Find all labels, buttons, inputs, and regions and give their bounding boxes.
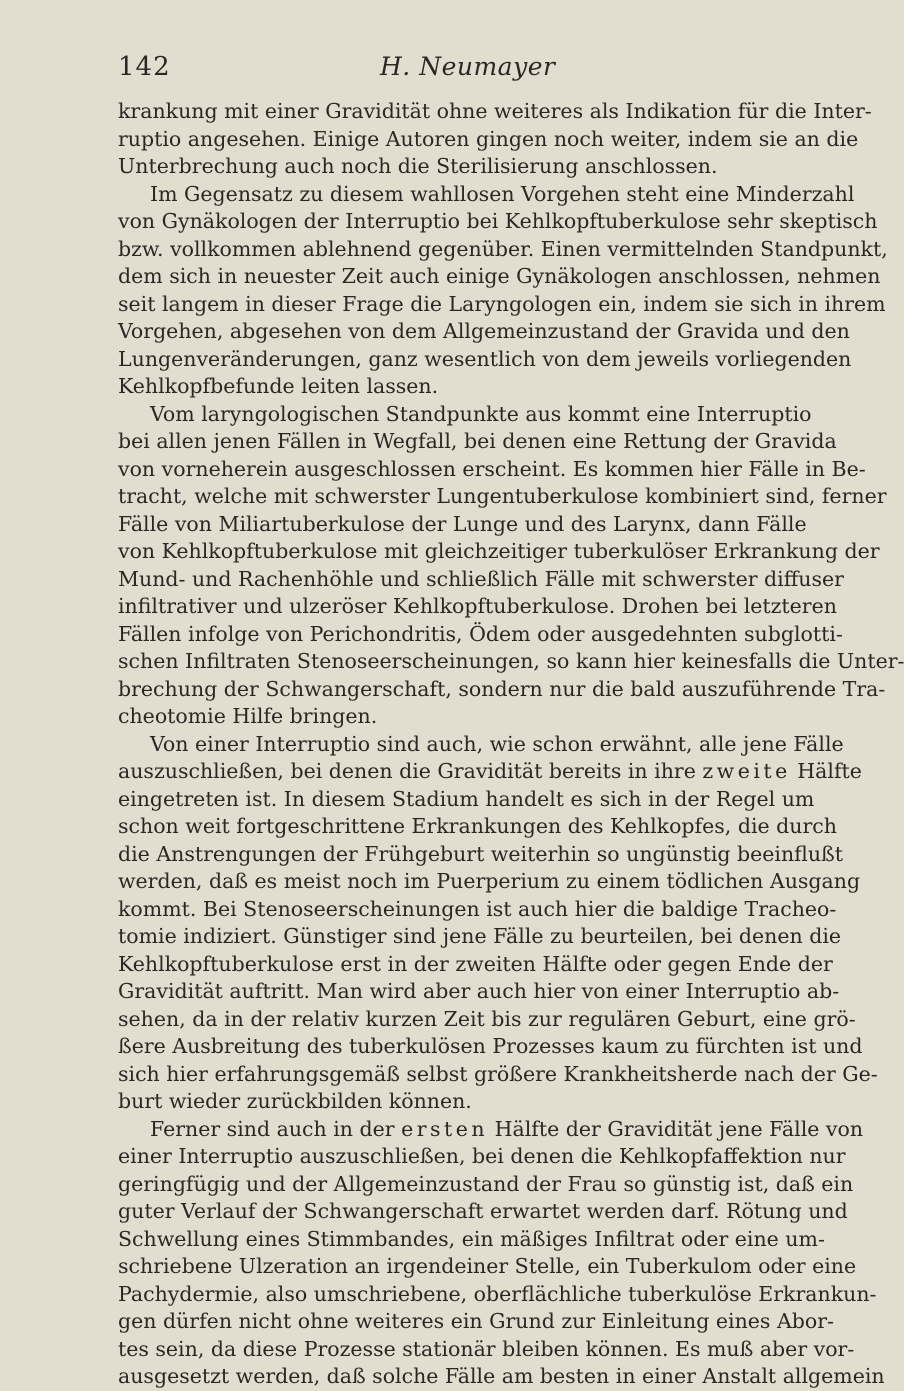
text-line: ausgesetzt werden, daß solche Fälle am besten in einer Anstalt allgemein xyxy=(118,1364,885,1388)
text-line: werden, daß es meist noch im Puerperium zu einem tödlichen Ausgang xyxy=(118,869,861,893)
text-line: von Gynäkologen der Interruptio bei Kehlkopftuberkulose sehr skeptisch xyxy=(118,209,878,233)
text-line: Vom laryngologischen Standpunkte aus kommt eine Interruptio xyxy=(150,401,812,426)
text-line: Lungenveränderungen, ganz wesentlich von dem jeweils vorliegenden xyxy=(118,346,852,371)
text-line: Fällen infolge von Perichondritis, Ödem oder ausgedehnten subglotti- xyxy=(118,621,843,646)
text-segment: auszuschließen, bei denen die Gravidität bereits in ihre xyxy=(118,759,703,783)
text-line: dem sich in neuester Zeit auch einige Gynäkologen anschlossen, nehmen xyxy=(118,264,881,288)
text-line: Vorgehen, abgesehen von dem Allgemeinzustand der Gravida und den xyxy=(118,319,850,343)
text-line: cheotomie Hilfe bringen. xyxy=(118,704,378,728)
text-line: schon weit fortgeschrittene Erkrankungen des Kehlkopfes, die durch xyxy=(118,814,837,838)
text-line: Fälle von Miliartuberkulose der Lunge und des Larynx, dann Fälle xyxy=(118,511,807,536)
page-number: 142 xyxy=(118,52,171,82)
text-line: von vorneherein ausgeschlossen erscheint. Es kommen hier Fälle in Be- xyxy=(118,456,866,481)
text-segment: Ferner sind auch in der xyxy=(150,1116,402,1141)
text-line: ruptio angesehen. Einige Autoren gingen noch weiter, indem sie an die xyxy=(118,126,859,151)
text-line: brechung der Schwangerschaft, sondern nur die bald auszuführende Tra- xyxy=(118,676,886,701)
text-line: seit langem in dieser Frage die Laryngologen ein, indem sie sich in ihrem xyxy=(118,291,886,316)
text-line: guter Verlauf der Schwangerschaft erwartet werden darf. Rötung und xyxy=(118,1199,848,1223)
spaced-emphasis: zweite xyxy=(702,759,791,783)
text-line: Unterbrechung auch noch die Sterilisierung anschlossen. xyxy=(118,154,718,178)
text-segment: Hälfte xyxy=(790,759,862,783)
text-line: Kehlkopfbefunde leiten lassen. xyxy=(118,374,439,398)
text-line: schen Infiltraten Stenoseerscheinungen, so kann hier keinesfalls die Unter- xyxy=(118,649,904,673)
body-text xyxy=(118,98,904,1391)
text-line: gen dürfen nicht ohne weiteres ein Grund zur Einleitung eines Abor- xyxy=(118,1309,834,1333)
text-line: von Kehlkopftuberkulose mit gleichzeitiger tuberkulöser Erkrankung der xyxy=(118,539,880,563)
text-line: einer Interruptio auszuschließen, bei denen die Kehlkopfaffektion nur xyxy=(118,1144,846,1168)
text-line: geringfügig und der Allgemeinzustand der Frau so günstig ist, daß ein xyxy=(118,1171,854,1196)
text-line: tomie indiziert. Günstiger sind jene Fälle zu beurteilen, bei denen die xyxy=(118,924,842,948)
text-line: eingetreten ist. In diesem Stadium handelt es sich in der Regel um xyxy=(118,786,815,811)
text-line: infiltrativer und ulzeröser Kehlkopftuberkulose. Drohen bei letzteren xyxy=(118,594,837,618)
text-line: krankung mit einer Gravidität ohne weiteres als Indikation für die Inter- xyxy=(118,99,872,123)
text-line: schriebene Ulzeration an irgendeiner Stelle, ein Tuberkulom oder eine xyxy=(118,1254,857,1278)
text-line xyxy=(118,758,862,786)
text-line: Pachydermie, also umschriebene, oberflächliche tuberkulöse Erkrankun- xyxy=(118,1281,877,1306)
text-line: Von einer Interruptio sind auch, wie schon erwähnt, alle jene Fälle xyxy=(150,731,844,756)
text-line: burt wieder zurückbilden können. xyxy=(118,1089,472,1113)
page-header xyxy=(118,52,718,92)
spaced-emphasis: ersten xyxy=(401,1116,489,1141)
text-line: die Anstrengungen der Frühgeburt weiterhin so ungünstig beeinflußt xyxy=(118,841,843,866)
running-head: H. Neumayer xyxy=(380,52,556,81)
text-line: tes sein, da diese Prozesse stationär bleiben können. Es muß aber vor- xyxy=(118,1336,855,1361)
text-line: bei allen jenen Fällen in Wegfall, bei denen eine Rettung der Gravida xyxy=(118,429,837,453)
text-line: bzw. vollkommen ablehnend gegenüber. Einen vermittelnden Standpunkt, xyxy=(118,236,888,261)
text-line: Gravidität auftritt. Man wird aber auch hier von einer Interruptio ab- xyxy=(118,979,840,1003)
text-line: tracht, welche mit schwerster Lungentuberkulose kombiniert sind, ferner xyxy=(118,484,887,508)
text-line: kommt. Bei Stenoseerscheinungen ist auch hier die baldige Tracheo- xyxy=(118,896,837,921)
text-segment: Hälfte der Gravidität jene Fälle von xyxy=(488,1116,864,1141)
text-line: Im Gegensatz zu diesem wahllosen Vorgehen steht eine Minderzahl xyxy=(150,181,855,206)
text-line: sehen, da in der relativ kurzen Zeit bis zur regulären Geburt, eine grö- xyxy=(118,1006,856,1031)
text-line: Mund- und Rachenhöhle und schließlich Fälle mit schwerster diffuser xyxy=(118,566,844,591)
text-line: ßere Ausbreitung des tuberkulösen Prozesses kaum zu fürchten ist und xyxy=(118,1034,863,1058)
text-line xyxy=(118,1116,864,1144)
text-line: Schwellung eines Stimmbandes, ein mäßiges Infiltrat oder eine um- xyxy=(118,1226,825,1251)
text-line: Kehlkopftuberkulose erst in der zweiten Hälfte oder gegen Ende der xyxy=(118,951,833,976)
text-line: sich hier erfahrungsgemäß selbst größere Krankheitsherde nach der Ge- xyxy=(118,1061,878,1086)
